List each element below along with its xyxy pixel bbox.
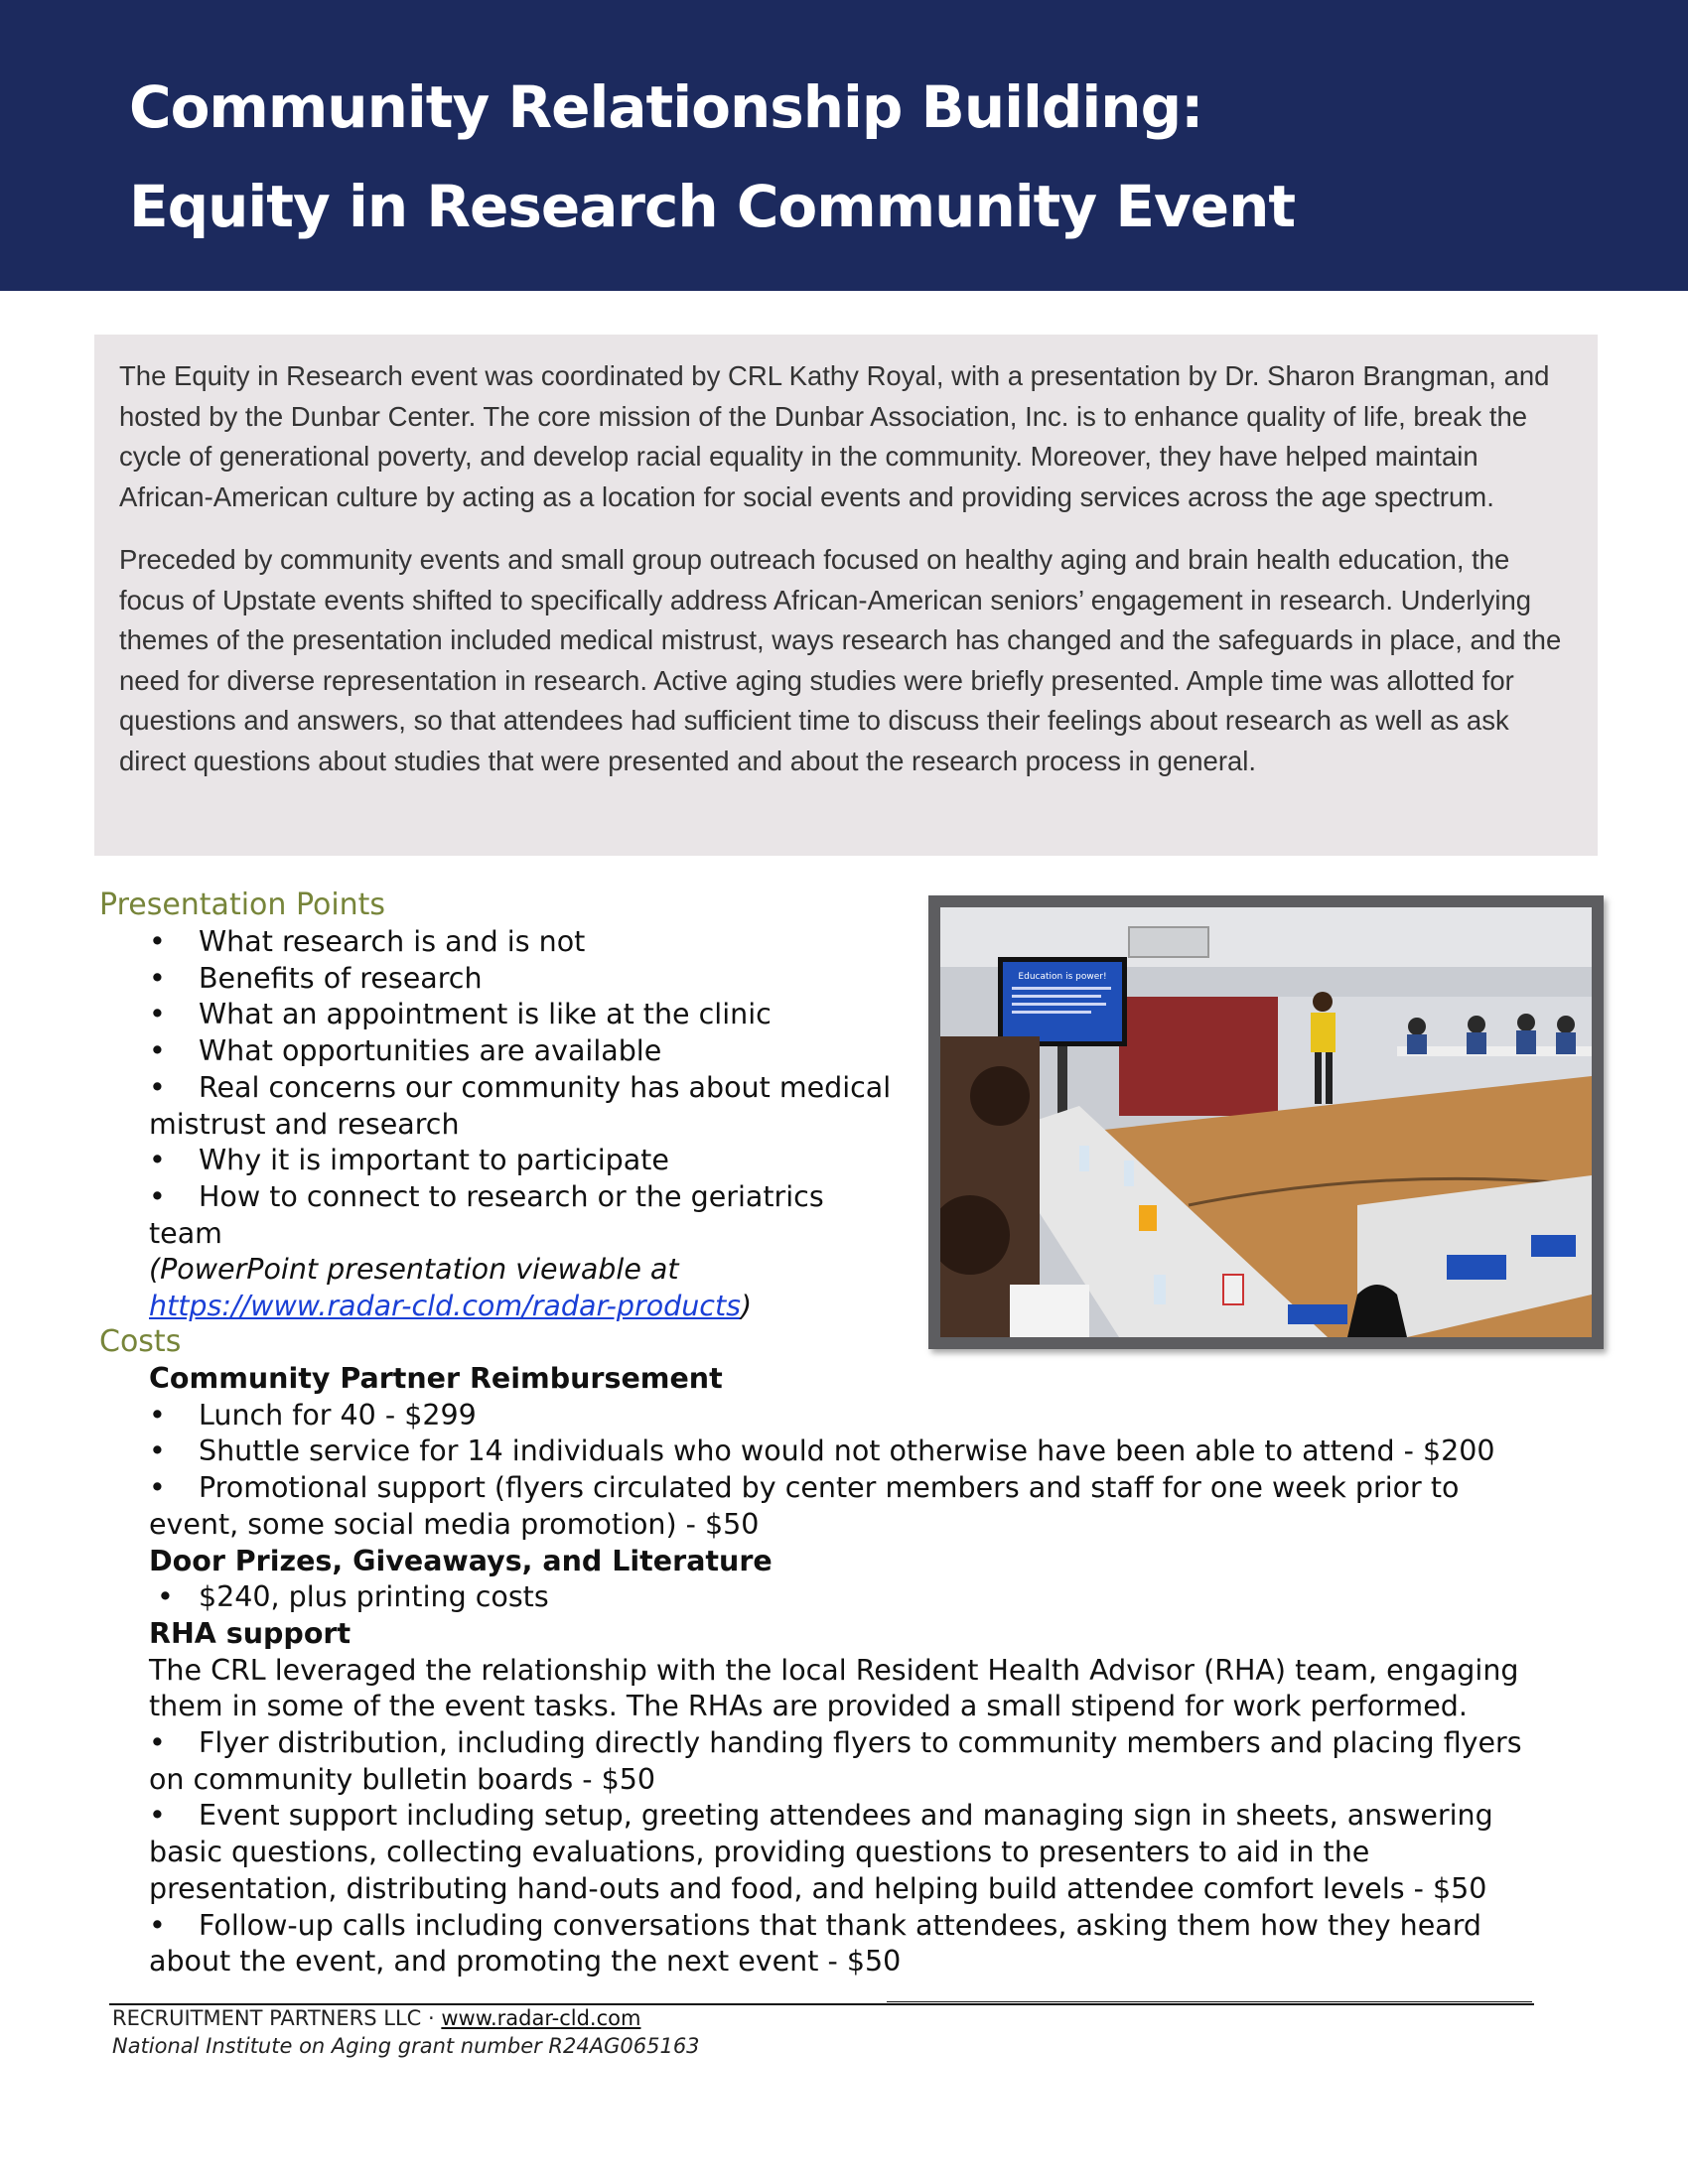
flyer [1288, 1304, 1347, 1324]
page-footer [112, 2004, 700, 2060]
rha-support-heading: RHA support [149, 1616, 352, 1650]
costs-section [149, 1361, 1539, 1980]
event-photo [940, 907, 1592, 1337]
presenter-jacket [1311, 1013, 1336, 1052]
list-item: • What an appointment is like at the clinic [149, 998, 772, 1031]
slide-text-line [1012, 987, 1111, 990]
attendee [1467, 1032, 1486, 1054]
footer-org: RECRUITMENT PARTNERS LLC · www.radar-cld.com [112, 2006, 641, 2030]
water-bottle [1154, 1275, 1166, 1304]
water-bottle [1124, 1160, 1134, 1186]
slide-title: Education is power! [1018, 972, 1107, 982]
slide-text-line [1012, 995, 1101, 998]
slide-text-line [1012, 1003, 1106, 1006]
attendee [1408, 1018, 1426, 1035]
footer-grant: National Institute on Aging grant number R24AG065163 [112, 2034, 700, 2058]
list-item: • What opportunities are available [149, 1034, 662, 1068]
title-line-2: Equity in Research Community Event [129, 173, 1296, 240]
list-item: • Event support including setup, greeting attendees and managing sign in sheets, answering basic questions, collecting evaluations, providing questions to presenters to aid in the presentation, distributing hand-outs and food, and helping build attendee comfort levels - $50 [149, 1799, 1493, 1905]
footer-divider [887, 2001, 1532, 2002]
prizes-heading: Door Prizes, Giveaways, and Literature [149, 1544, 773, 1577]
list-item: • Follow-up calls including conversations that thank attendees, asking them how they heard about the event, and promoting the next event - $50 [149, 1908, 1482, 1979]
red-wall-panel [1119, 997, 1278, 1116]
flyer [1531, 1235, 1576, 1257]
list-item: • Shuttle service for 14 individuals who would not otherwise have been able to attend - $200 [149, 1434, 1495, 1468]
list-item: • $240, plus printing costs [157, 1580, 549, 1614]
presenter-head [1313, 992, 1333, 1012]
intro-paragraph-1: The Equity in Research event was coordinated by CRL Kathy Royal, with a presentation by Dr. Sharon Brangman, and hosted by the Dunbar Center. The core mission of the Dunbar Association, Inc. is to enhance quality of life, break the cycle of generational poverty, and develop racial equality in the community. Moreover, they have helped maintain African-American culture by acting as a location for social events and providing services across the age spectrum. [119, 360, 1550, 512]
event-photo-frame [928, 895, 1604, 1349]
presentation-note: (PowerPoint presentation viewable at https://www.radar-cld.com/radar-products) [149, 1253, 753, 1323]
page-title [129, 58, 1295, 256]
page-header [0, 0, 1688, 291]
list-item-wrap: mistrust and research [149, 1107, 460, 1141]
backboard [1129, 927, 1208, 957]
radar-products-link[interactable]: https://www.radar-cld.com/radar-products [149, 1290, 741, 1323]
title-line-1: Community Relationship Building: [129, 73, 1203, 141]
costs-heading: Costs [99, 1324, 182, 1359]
intro-paragraph-2: Preceded by community events and small group outreach focused on healthy aging and brain health education, the focus of Upstate events shifted to specifically address African-American seniors’ engagement in research. Underlying themes of the presentation included medical mistrust, ways research has changed and the safeguards in place, and the need for diverse representation in research. Active aging studies were briefly presented. Ample time was allotted for questions and answers, so that attendees had sufficient time to discuss their feelings about research as well as ask direct questions about studies that were presented and about the research process in general. [119, 544, 1562, 776]
presenter-leg [1315, 1052, 1322, 1104]
flyer [1447, 1255, 1506, 1280]
water-bottle [1079, 1146, 1089, 1171]
cup [1223, 1275, 1243, 1304]
attendee [1556, 1032, 1576, 1054]
presentation-points-heading: Presentation Points [99, 887, 386, 922]
list-item: • Flyer distribution, including directly handing flyers to community members and placing flyers on community bulletin boards - $50 [149, 1726, 1522, 1796]
attendee [1517, 1014, 1535, 1031]
presentation-points-list [149, 924, 904, 1325]
attendee-head [970, 1066, 1030, 1126]
list-item: • How to connect to research or the geriatrics team [149, 1179, 824, 1250]
partner-reimbursement-heading: Community Partner Reimbursement [149, 1362, 723, 1395]
footer-site-link[interactable]: www.radar-cld.com [441, 2006, 641, 2030]
intro-box [94, 335, 1598, 856]
attendee [1516, 1030, 1536, 1054]
slide-text-line [1012, 1011, 1091, 1014]
attendee [1557, 1016, 1575, 1033]
list-item: • Why it is important to participate [149, 1144, 669, 1177]
attendee [1407, 1034, 1427, 1054]
list-item: • Promotional support (flyers circulated by center members and staff for one week prior to event, some social media promotion) - $50 [149, 1471, 1460, 1541]
list-item: • Real concerns our community has about medical mistrust and research [149, 1070, 892, 1141]
attendee [1468, 1016, 1485, 1033]
cup [1139, 1205, 1157, 1231]
list-item: • Benefits of research [149, 961, 483, 995]
attendee-sleeve [1010, 1285, 1089, 1337]
list-item: • Lunch for 40 - $299 [149, 1398, 477, 1432]
presenter-leg [1326, 1052, 1333, 1104]
rha-description: The CRL leveraged the relationship with the local Resident Health Advisor (RHA) team, engaging them in some of the event tasks. The RHAs are provided a small stipend for work performed. [149, 1653, 1519, 1723]
list-item: • What research is and is not [149, 925, 586, 958]
